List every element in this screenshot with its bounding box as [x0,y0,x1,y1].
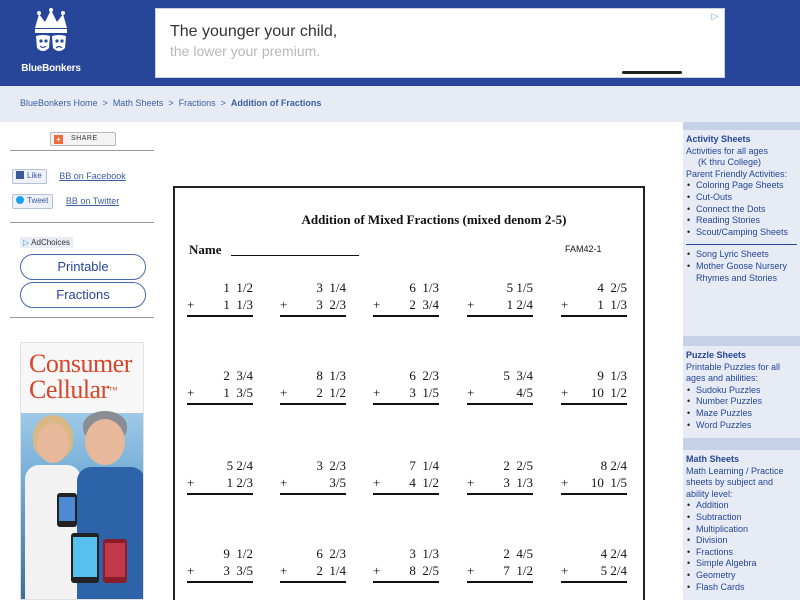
share-label: SHARE [71,135,98,142]
fraction-problem [561,368,631,408]
breadcrumb-current[interactable]: Addition of Fractions [230,98,322,108]
fraction-problem [561,458,631,498]
plus-sign: + [373,475,381,490]
fraction-problem [280,280,350,320]
plus-sign: + [187,385,195,400]
ad-person-face [85,419,125,465]
ad-phone [103,539,127,583]
answer-line [280,493,346,495]
fraction-problem [561,546,631,586]
puzzle-link[interactable]: • Maze Puzzles [686,408,797,420]
activity-list-2 [686,249,797,284]
problem-top: 8 1/3 [316,368,346,383]
answer-line [373,315,439,317]
worksheet-preview[interactable] [173,186,645,600]
problem-top: 5 2/4 [226,458,253,473]
breadcrumb-separator: > [220,98,226,108]
math-link[interactable]: • Simple Algebra [686,558,797,570]
breadcrumb-separator: > [168,98,174,108]
plus-sign: + [561,297,569,312]
divider [686,244,797,245]
worksheet-code: FAM42-1 [565,244,602,254]
problem-bottom: 3/5 [329,475,346,490]
breadcrumb-fractions[interactable]: Fractions [178,98,216,108]
plus-sign: + [280,563,288,578]
puzzle-heading[interactable]: Puzzle Sheets [686,350,747,360]
plus-sign: + [373,297,381,312]
problem-top: 3 2/3 [316,458,346,473]
answer-line [561,581,627,583]
plus-sign: + [280,475,288,490]
problem-bottom: 2 1/4 [316,563,346,578]
plus-sign: + [561,385,569,400]
fractions-button[interactable]: Fractions [20,282,146,308]
problem-top: 6 1/3 [409,280,439,295]
problem-top: 2 4/5 [503,546,533,561]
breadcrumb [0,86,800,122]
problem-bottom: 2 1/2 [316,385,346,400]
fraction-problem [373,280,443,320]
activity-list [686,180,797,238]
problem-top: 6 2/3 [409,368,439,383]
fraction-problem [561,280,631,320]
puzzle-desc: Printable Puzzles for all ages and abilities: [686,361,781,384]
fraction-problem [187,280,257,320]
problem-bottom: 5 2/4 [600,563,627,578]
ad-headline: The younger your child, [170,23,338,40]
ad-decoration [622,71,682,74]
math-link[interactable]: • Subtraction [686,512,797,524]
math-link[interactable]: • Addition [686,500,797,512]
activity-link[interactable]: • Song Lyric Sheets [686,249,797,261]
share-button[interactable] [50,132,116,146]
problem-top: 9 1/3 [597,368,627,383]
problem-bottom: 4/5 [516,385,533,400]
plus-sign: + [561,475,569,490]
ad-brand [21,343,143,403]
math-link[interactable]: • Fractions [686,547,797,559]
plus-sign: + [467,385,475,400]
activity-sheets-panel [683,130,800,336]
answer-line [187,315,253,317]
adchoices-label: AdChoices [31,238,70,247]
consumer-cellular-ad[interactable] [20,342,144,600]
puzzle-list [686,385,797,431]
problem-top: 2 2/5 [503,458,533,473]
problem-bottom: 3 3/5 [223,563,253,578]
fraction-problem [373,368,443,408]
plus-sign: + [467,563,475,578]
answer-line [467,493,533,495]
name-line [231,255,359,256]
ad-phone [57,493,77,527]
plus-sign: + [187,475,195,490]
math-link[interactable]: • Flash Cards [686,582,797,594]
puzzle-link[interactable]: • Sudoku Puzzles [686,385,797,397]
activity-link[interactable]: • Scout/Camping Sheets [686,227,797,239]
problem-bottom: 10 1/2 [590,385,627,400]
worksheet-title: Addition of Mixed Fractions (mixed denom 2-5) [301,212,567,227]
like-label: Like [27,171,42,180]
twitter-icon [16,196,24,204]
twitter-row [12,194,119,209]
facebook-like-button[interactable] [12,169,47,184]
answer-line [280,403,346,405]
answer-line [561,315,627,317]
plus-sign: + [280,385,288,400]
fraction-problem [187,368,257,408]
problem-bottom: 1 1/3 [223,297,253,312]
fraction-problem [187,546,257,586]
problem-bottom: 7 1/2 [503,563,533,578]
math-link[interactable]: • Division [686,535,797,547]
plus-sign: + [187,563,195,578]
ad-subline: the lower your premium. [170,43,321,59]
problem-top: 5 1/5 [506,280,533,295]
right-sidebar [683,122,800,600]
problem-top: 7 1/4 [409,458,439,473]
problem-top: 3 1/3 [409,546,439,561]
answer-line [187,581,253,583]
puzzle-link[interactable]: • Number Puzzles [686,396,797,408]
activity-link[interactable]: • Cut-Outs [686,192,797,204]
adchoices-icon: ▷ [23,238,30,247]
problem-bottom: 1 2/4 [506,297,533,312]
answer-line [373,493,439,495]
activity-link[interactable]: • Connect the Dots [686,204,797,216]
divider [10,150,154,151]
logo-text: BlueBonkers [21,63,81,74]
math-list [686,500,797,593]
problem-bottom: 10 1/5 [590,475,627,490]
fraction-problem [187,458,257,498]
breadcrumb-math-sheets[interactable]: Math Sheets [112,98,164,108]
problem-bottom: 3 1/5 [409,385,439,400]
printable-button[interactable]: Printable [20,254,146,280]
activity-heading[interactable]: Activity Sheets [686,134,751,144]
problem-top: 8 2/4 [600,458,627,473]
problem-top: 4 2/5 [597,280,627,295]
fraction-problem [467,458,537,498]
tweet-label: Tweet [27,196,49,205]
breadcrumb-separator: > [102,98,108,108]
ad-brand-line1: Consumer [29,349,132,378]
activity-link[interactable]: • Coloring Page Sheets [686,180,797,192]
plus-sign: + [561,563,569,578]
plus-sign: + [467,475,475,490]
fraction-problem [373,546,443,586]
twitter-link[interactable]: BB on Twitter [65,195,120,206]
activity-link[interactable]: • Reading Stories [686,215,797,227]
math-link[interactable]: • Geometry [686,570,797,582]
ad-person-face [37,423,69,463]
divider [10,222,154,223]
fraction-problem [280,546,350,586]
answer-line [467,403,533,405]
answer-line [373,581,439,583]
activity-line2: (K thru College) [698,157,762,168]
math-link[interactable]: • Multiplication [686,524,797,536]
answer-line [187,403,253,405]
plus-sign: + [373,385,381,400]
plus-sign: + [373,563,381,578]
name-label: Name [189,242,222,257]
top-ad-banner[interactable] [155,8,725,78]
problem-top: 2 3/4 [223,368,253,383]
puzzle-sheets-panel [683,346,800,438]
fraction-problem [467,546,537,586]
facebook-icon [16,171,24,179]
answer-line [280,581,346,583]
problem-bottom: 3 2/3 [316,297,346,312]
ad-photo [21,413,144,600]
fraction-problem [280,368,350,408]
facebook-link[interactable]: BB on Facebook [59,170,126,181]
crown-mask-icon [31,8,71,62]
answer-line [373,403,439,405]
problem-top: 1 1/2 [223,280,253,295]
math-desc: Math Learning / Practice sheets by subject and ability level: [686,465,784,499]
puzzle-link[interactable]: • Word Puzzles [686,420,797,432]
site-header [0,0,800,86]
problem-top: 3 1/4 [316,280,346,295]
problem-bottom: 1 2/3 [226,475,253,490]
problem-bottom: 3 1/3 [503,475,533,490]
answer-line [561,403,627,405]
activity-link[interactable]: • Mother Goose Nursery Rhymes and Stories [686,261,797,284]
problem-bottom: 1 1/3 [597,297,627,312]
math-sheets-panel [683,450,800,600]
fraction-problem [280,458,350,498]
answer-line [561,493,627,495]
math-heading[interactable]: Math Sheets [686,454,740,464]
activity-line1: Activities for all ages [686,145,769,156]
problem-bottom: 4 1/2 [409,475,439,490]
plus-sign: + [187,297,195,312]
problem-top: 4 2/4 [600,546,627,561]
tweet-button[interactable] [12,194,53,209]
problem-bottom: 2 3/4 [409,297,439,312]
ad-brand-line2: Cellular™ [29,375,118,404]
fraction-problem [467,368,537,408]
activity-line3: Parent Friendly Activities: [686,168,788,179]
divider [10,317,154,318]
left-sidebar [0,122,160,600]
facebook-row [12,169,126,184]
ad-phone [71,533,99,583]
problem-top: 6 2/3 [316,546,346,561]
site-logo[interactable] [18,8,84,80]
problem-bottom: 8 2/5 [409,563,439,578]
answer-line [280,315,346,317]
answer-line [187,493,253,495]
breadcrumb-home[interactable]: BlueBonkers Home [20,98,98,108]
problem-top: 5 3/4 [503,368,533,383]
fraction-problem [467,280,537,320]
plus-sign: + [467,297,475,312]
plus-sign: + [280,297,288,312]
adchoices-icon[interactable]: ▷ [711,11,719,21]
answer-line [467,581,533,583]
adchoices-badge[interactable] [20,237,73,248]
plus-icon: + [54,135,63,144]
problem-bottom: 1 3/5 [223,385,253,400]
fraction-problem [373,458,443,498]
problem-top: 9 1/2 [223,546,253,561]
answer-line [467,315,533,317]
